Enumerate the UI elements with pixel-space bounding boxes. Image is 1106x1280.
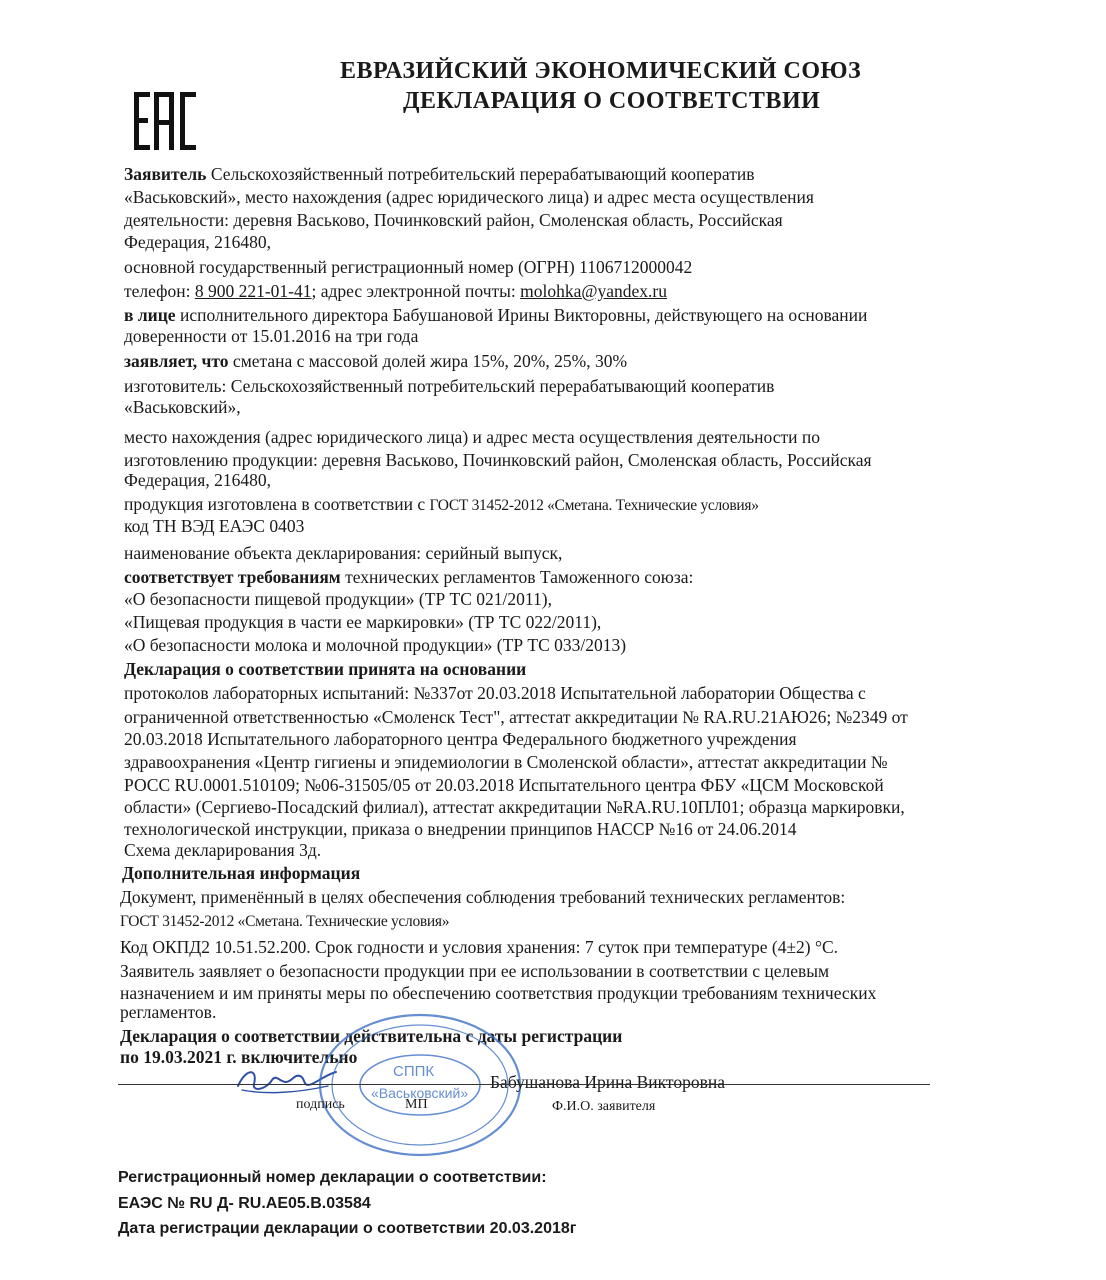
validity-line-2: по 19.03.2021 г. включительно — [120, 1047, 358, 1067]
contact-line: телефон: 8 900 221-01-41; адрес электронной почты: molohka@yandex.ru — [124, 281, 668, 301]
caption-mp: МП — [405, 1097, 428, 1112]
registration-label: Регистрационный номер декларации о соответствии: — [118, 1169, 547, 1186]
additional-line-6: регламентов. — [120, 1002, 217, 1022]
manufacturer-line-2: «Васьковский», — [124, 397, 241, 417]
registration-date: Дата регистрации декларации о соответствии 20.03.2018г — [118, 1220, 577, 1237]
manufacturer-line-5: Федерация, 216480, — [124, 470, 271, 490]
applicant-line-3: деятельности: деревня Васьково, Починковский район, Смоленская область, Российская — [124, 210, 783, 230]
signatory-name: Бабушанова Ирина Викторовна — [490, 1072, 725, 1092]
regulation-1: «О безопасности пищевой продукции» (ТР ТС 021/2011), — [124, 589, 552, 609]
validity-line-1: Декларация о соответствии действительна с даты регистрации — [120, 1026, 623, 1046]
manufacturer-line-4: изготовлению продукции: деревня Васьково, Починковский район, Смоленская область, Российская — [124, 450, 872, 470]
additional-title: Дополнительная информация — [122, 863, 361, 883]
additional-line-5: назначением и им приняты меры по обеспечению соответствия продукции требованиям технических — [120, 983, 877, 1003]
representative-line-1: в лице исполнительного директора Бабушановой Ирины Викторовны, действующего на основании — [124, 305, 868, 325]
additional-line-1: Документ, применённый в целях обеспечения соблюдения требований технических регламентов: — [120, 887, 846, 907]
basis-line-8: Схема декларирования 3д. — [124, 840, 322, 860]
applicant-line-4: Федерация, 216480, — [124, 232, 271, 252]
basis-line-6: области» (Сергиево-Посадский филиал), аттестат аккредитации №RA.RU.10ПЛ01; образца маркировки, — [124, 797, 905, 817]
basis-line-7: технологической инструкции, приказа о внедрении принципов НАССР №16 от 24.06.2014 — [124, 819, 797, 839]
union-title: ЕВРАЗИЙСКИЙ ЭКОНОМИЧЕСКИЙ СОЮЗ — [340, 58, 862, 84]
stamp-center-line-1: СППК — [393, 1063, 435, 1080]
email-address: molohka@yandex.ru — [520, 281, 668, 301]
additional-line-3: Код ОКПД2 10.51.52.200. Срок годности и условия хранения: 7 суток при температуре (4±2) °С. — [120, 937, 839, 957]
representative-line-2: доверенности от 15.01.2016 на три года — [124, 326, 419, 346]
regulation-3: «О безопасности молока и молочной продукции» (ТР ТС 033/2013) — [124, 635, 627, 655]
declares-line: заявляет, что сметана с массовой долей жира 15%, 20%, 25%, 30% — [124, 351, 628, 371]
caption-signature: подпись — [296, 1097, 345, 1112]
registration-number: ЕАЭС № RU Д- RU.АЕ05.В.03584 — [118, 1195, 371, 1212]
applicant-line-2: «Васьковский», место нахождения (адрес юридического лица) и адрес места осуществления — [124, 187, 814, 207]
phone-number: 8 900 221-01-41 — [194, 281, 312, 301]
signature-line — [118, 1084, 930, 1085]
additional-line-4: Заявитель заявляет о безопасности продукции при ее использовании в соответствии с целевым — [120, 961, 830, 981]
ogrn-line: основной государственный регистрационный номер (ОГРН) 1106712000042 — [124, 257, 693, 277]
manufacturer-line-3: место нахождения (адрес юридического лица) и адрес места осуществления деятельности по — [124, 427, 821, 447]
manufacturer-line-1: изготовитель: Сельскохозяйственный потребительский перерабатывающий кооператив — [124, 376, 775, 396]
applicant-line-1: Заявитель Сельскохозяйственный потребительский перерабатывающий кооператив — [124, 164, 755, 184]
additional-line-2: ГОСТ 31452-2012 «Сметана. Технические условия» — [120, 913, 450, 930]
gost-line: продукция изготовлена в соответствии с ГОСТ 31452-2012 «Сметана. Технические условия» — [124, 494, 759, 514]
stamp-center-line-2: «Васьковский» — [371, 1085, 469, 1101]
conforms-line: соответствует требованиям технических регламентов Таможенного союза: — [124, 567, 694, 587]
tn-ved-code: код ТН ВЭД ЕАЭС 0403 — [124, 516, 305, 536]
declaration-title: ДЕКЛАРАЦИЯ О СООТВЕТСТВИИ — [403, 88, 821, 114]
basis-line-5: РОСС RU.0001.510109; №06-31505/05 от 20.03.2018 Испытательного центра ФБУ «ЦСМ Московской — [124, 775, 884, 795]
basis-line-4: здравоохранения «Центр гигиены и эпидемиологии в Смоленской области», аттестат аккредитации № — [124, 752, 888, 772]
eac-logo — [132, 90, 198, 152]
object-line: наименование объекта декларирования: серийный выпуск, — [124, 543, 563, 563]
regulation-2: «Пищевая продукция в части ее маркировки» (ТР ТС 022/2011), — [124, 612, 602, 632]
basis-line-2: ограниченной ответственностью «Смоленск Тест", аттестат аккредитации № RA.RU.21АЮ26; №2349 от — [124, 707, 908, 727]
caption-fio: Ф.И.О. заявителя — [552, 1099, 656, 1114]
basis-title: Декларация о соответствии принята на основании — [124, 659, 527, 679]
basis-line-1: протоколов лабораторных испытаний: №337от 20.03.2018 Испытательной лаборатории Общества с — [124, 683, 866, 703]
basis-line-3: 20.03.2018 Испытательного лабораторного центра Федерального бюджетного учреждения — [124, 729, 797, 749]
